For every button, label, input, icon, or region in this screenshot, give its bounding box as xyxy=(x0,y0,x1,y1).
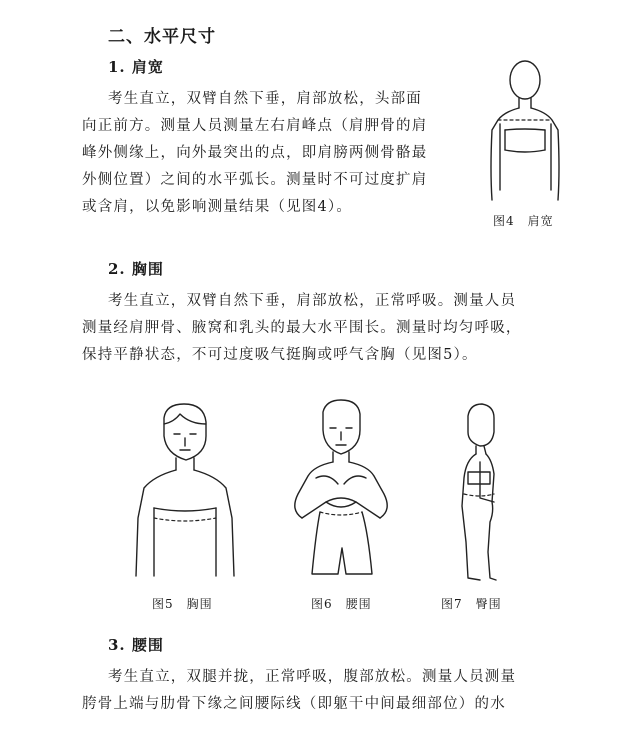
text-line: 或含肩，以免影响测量结果（见图4）。 xyxy=(82,199,353,215)
figure-7-caption: 图7 臀围 xyxy=(441,597,502,611)
section-title: 二、水平尺寸 xyxy=(108,27,216,47)
heading-shoulder-width: 1. 肩宽 xyxy=(108,58,164,76)
figure-7-hips xyxy=(446,402,516,582)
text-line: 向正前方。测量人员测量左右肩峰点（肩胛骨的肩 xyxy=(82,118,428,134)
text-line: 保持平静状态，不可过度吸气挺胸或呼气含胸（见图5）。 xyxy=(82,347,478,363)
text-line: 峰外侧缘上，向外最突出的点，即肩膀两侧骨骼最 xyxy=(82,145,428,161)
text-line: 测量经肩胛骨、腋窝和乳头的最大水平围长。测量时均匀呼吸， xyxy=(82,320,522,336)
paragraph-shoulder-width xyxy=(82,88,427,218)
text-line: 考生直立，双腿并拢，正常呼吸，腹部放松。测量人员测量 xyxy=(108,669,517,685)
text-line: 考生直立，双臂自然下垂，肩部放松，正常呼吸。测量人员 xyxy=(108,293,517,309)
text-line: 外侧位置）之间的水平弧长。测量时不可过度扩肩 xyxy=(82,172,428,188)
figure-6-waist xyxy=(286,398,396,580)
text-line: 胯骨上端与肋骨下缘之间腰际线（即躯干中间最细部位）的水 xyxy=(82,696,506,712)
paragraph-chest xyxy=(82,290,522,366)
figure-4-caption: 图4 肩宽 xyxy=(493,214,554,228)
heading-chest: 2. 胸围 xyxy=(108,260,164,278)
figure-5-caption: 图5 胸围 xyxy=(152,597,213,611)
figure-4-back-view xyxy=(478,50,578,208)
paragraph-waist xyxy=(82,666,516,715)
heading-waist: 3. 腰围 xyxy=(108,636,164,654)
figure-5-chest xyxy=(130,400,240,580)
text-line: 考生直立，双臂自然下垂，肩部放松，头部面 xyxy=(108,91,422,107)
figure-6-caption: 图6 腰围 xyxy=(311,597,372,611)
